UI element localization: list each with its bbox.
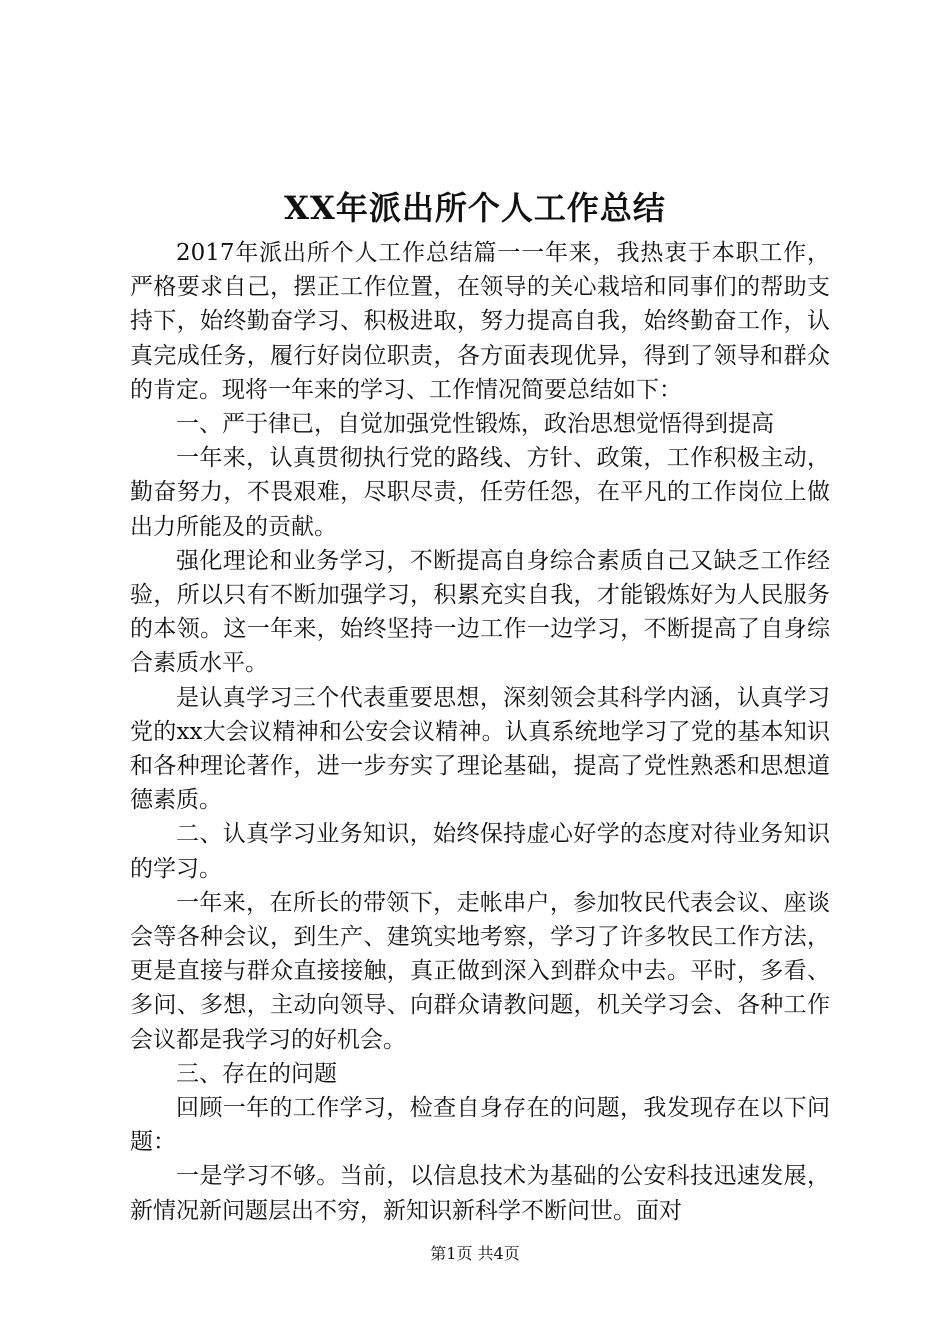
paragraph: 一是学习不够。当前，以信息技术为基础的公安科技迅速发展，新情况新问题层出不穷，新知识新科学不断问世。面对 bbox=[130, 1163, 830, 1224]
paragraph: 回顾一年的工作学习，检查自身存在的问题，我发现存在以下问题： bbox=[130, 1095, 830, 1156]
paragraph: 强化理论和业务学习，不断提高自身综合素质自己又缺乏工作经验，所以只有不断加强学习，积累充实自我，才能锻炼好为人民服务的本领。这一年来，始终坚持一边工作一边学习，不断提高了自身综合素质水平。 bbox=[130, 547, 830, 677]
document-title: XX年派出所个人工作总结 bbox=[284, 189, 666, 227]
section-heading: 一、严于律已，自觉加强党性锻炼，政治思想觉悟得到提高 bbox=[176, 411, 774, 438]
document-body bbox=[130, 236, 830, 1228]
paragraph: 一年来，在所长的带领下，走帐串户，参加牧民代表会议、座谈会等各种会议，到生产、建筑实地考察，学习了许多牧民工作方法，更是直接与群众直接接触，真正做到深入到群众中去。平时，多看、多问、多想，主动向领导、向群众请教问题，机关学习会、各种工作会议都是我学习的好机会。 bbox=[130, 889, 830, 1053]
paragraph: 一年来，认真贯彻执行党的路线、方针、政策，工作积极主动，勤奋努力，不畏艰难，尽职尽责，任劳任怨，在平凡的工作岗位上做出力所能及的贡献。 bbox=[130, 445, 830, 540]
section-heading: 三、存在的问题 bbox=[176, 1060, 337, 1087]
section-heading: 二、认真学习业务知识，始终保持虚心好学的态度对待业务知识的学习。 bbox=[130, 821, 830, 882]
paragraph: 是认真学习三个代表重要思想，深刻领会其科学内涵，认真学习党的xx大会议精神和公安会议精神。认真系统地学习了党的基本知识和各种理论著作，进一步夯实了理论基础，提高了党性熟悉和思想道德素质。 bbox=[130, 684, 830, 814]
paragraph: 2017年派出所个人工作总结篇一一年来，我热衷于本职工作，严格要求自己，摆正工作位置，在领导的关心栽培和同事们的帮助支持下，始终勤奋学习、积极进取，努力提高自我，始终勤奋工作，认真完成任务，履行好岗位职责，各方面表现优异，得到了领导和群众的肯定。现将一年来的学习、工作情况简要总结如下： bbox=[130, 240, 830, 403]
page-number-footer: 第1页 共4页 bbox=[430, 1244, 520, 1263]
